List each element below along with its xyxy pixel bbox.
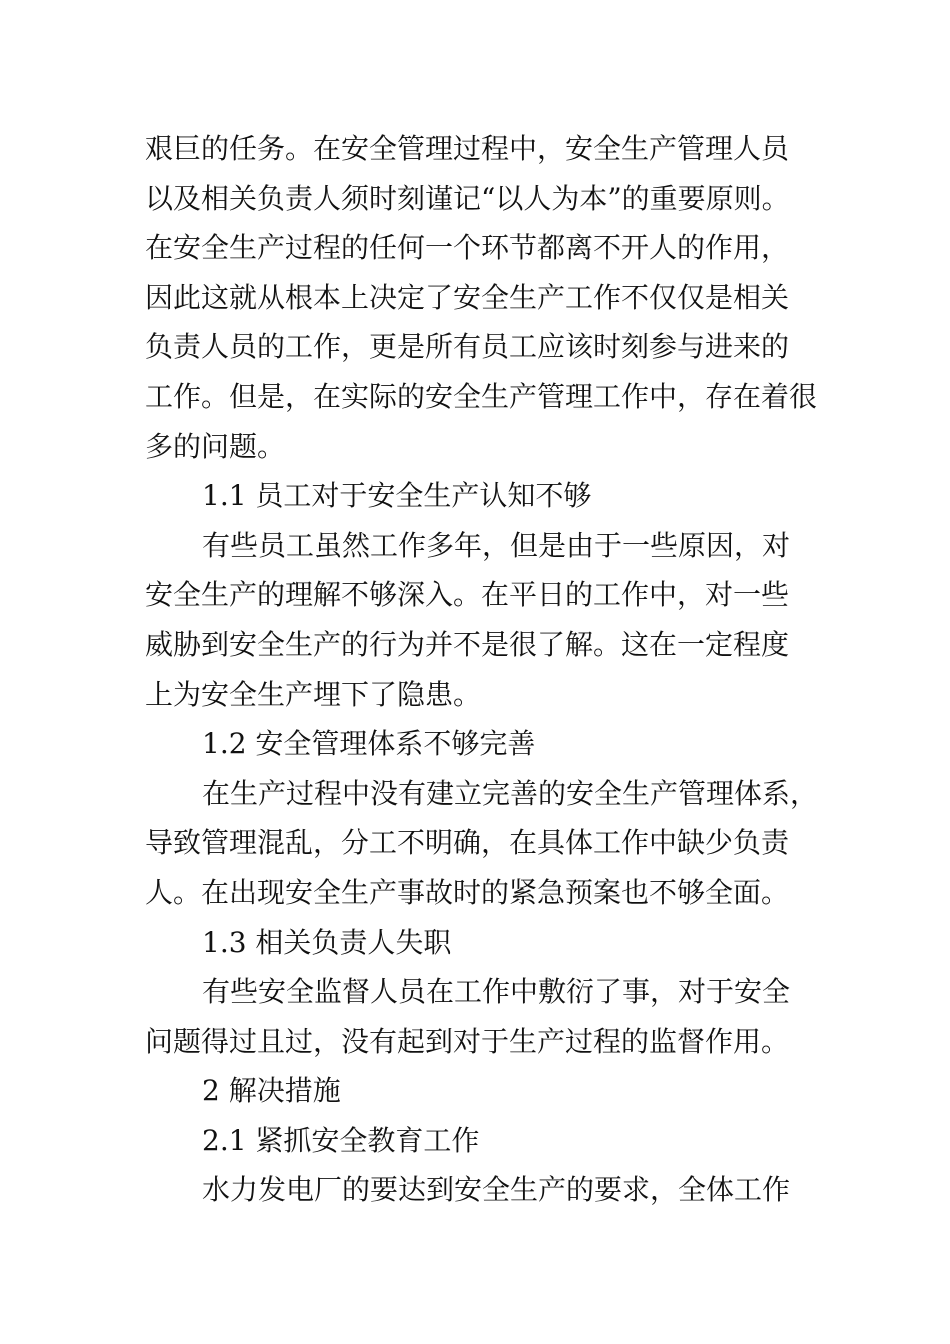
text-line: 有些安全监督人员在工作中敷衍了事，对于安全 [202,975,791,1009]
section-heading: 1.2 安全管理体系不够完善 [202,727,536,761]
text-line: 问题得过且过，没有起到对于生产过程的监督作用。 [145,1024,790,1058]
text-line: 人。在出现安全生产事故时的紧急预案也不够全面。 [145,875,790,909]
document-body [145,124,835,1215]
text-line: 多的问题。 [145,429,286,463]
text-line: 以及相关负责人须时刻谨记“以人为本”的重要原则。 [145,181,790,215]
section-heading: 2.1 紧抓安全教育工作 [202,1123,480,1157]
text-line: 在安全生产过程的任何一个环节都离不开人的作用， [145,231,790,265]
section-heading: 2 解决措施 [202,1074,341,1108]
text-line: 因此这就从根本上决定了安全生产工作不仅仅是相关 [145,280,790,314]
section-heading: 1.1 员工对于安全生产认知不够 [202,479,592,513]
text-line: 在生产过程中没有建立完善的安全生产管理体系， [202,776,819,810]
text-line: 安全生产的理解不够深入。在平日的工作中，对一些 [145,578,790,612]
text-line: 导致管理混乱，分工不明确，在具体工作中缺少负责 [145,826,790,860]
text-line: 艰巨的任务。在安全管理过程中，安全生产管理人员 [145,132,790,165]
text-line: 有些员工虽然工作多年，但是由于一些原因，对 [202,528,791,562]
text-line: 威胁到安全生产的行为并不是很了解。这在一定程度 [145,627,790,661]
text-line: 负责人员的工作，更是所有员工应该时刻参与进来的 [145,330,790,364]
text-line: 上为安全生产埋下了隐患。 [145,677,482,711]
text-line: 水力发电厂的要达到安全生产的要求，全体工作 [202,1173,791,1207]
section-heading: 1.3 相关负责人失职 [202,925,452,959]
text-line: 工作。但是，在实际的安全生产管理工作中，存在着很 [145,379,818,413]
